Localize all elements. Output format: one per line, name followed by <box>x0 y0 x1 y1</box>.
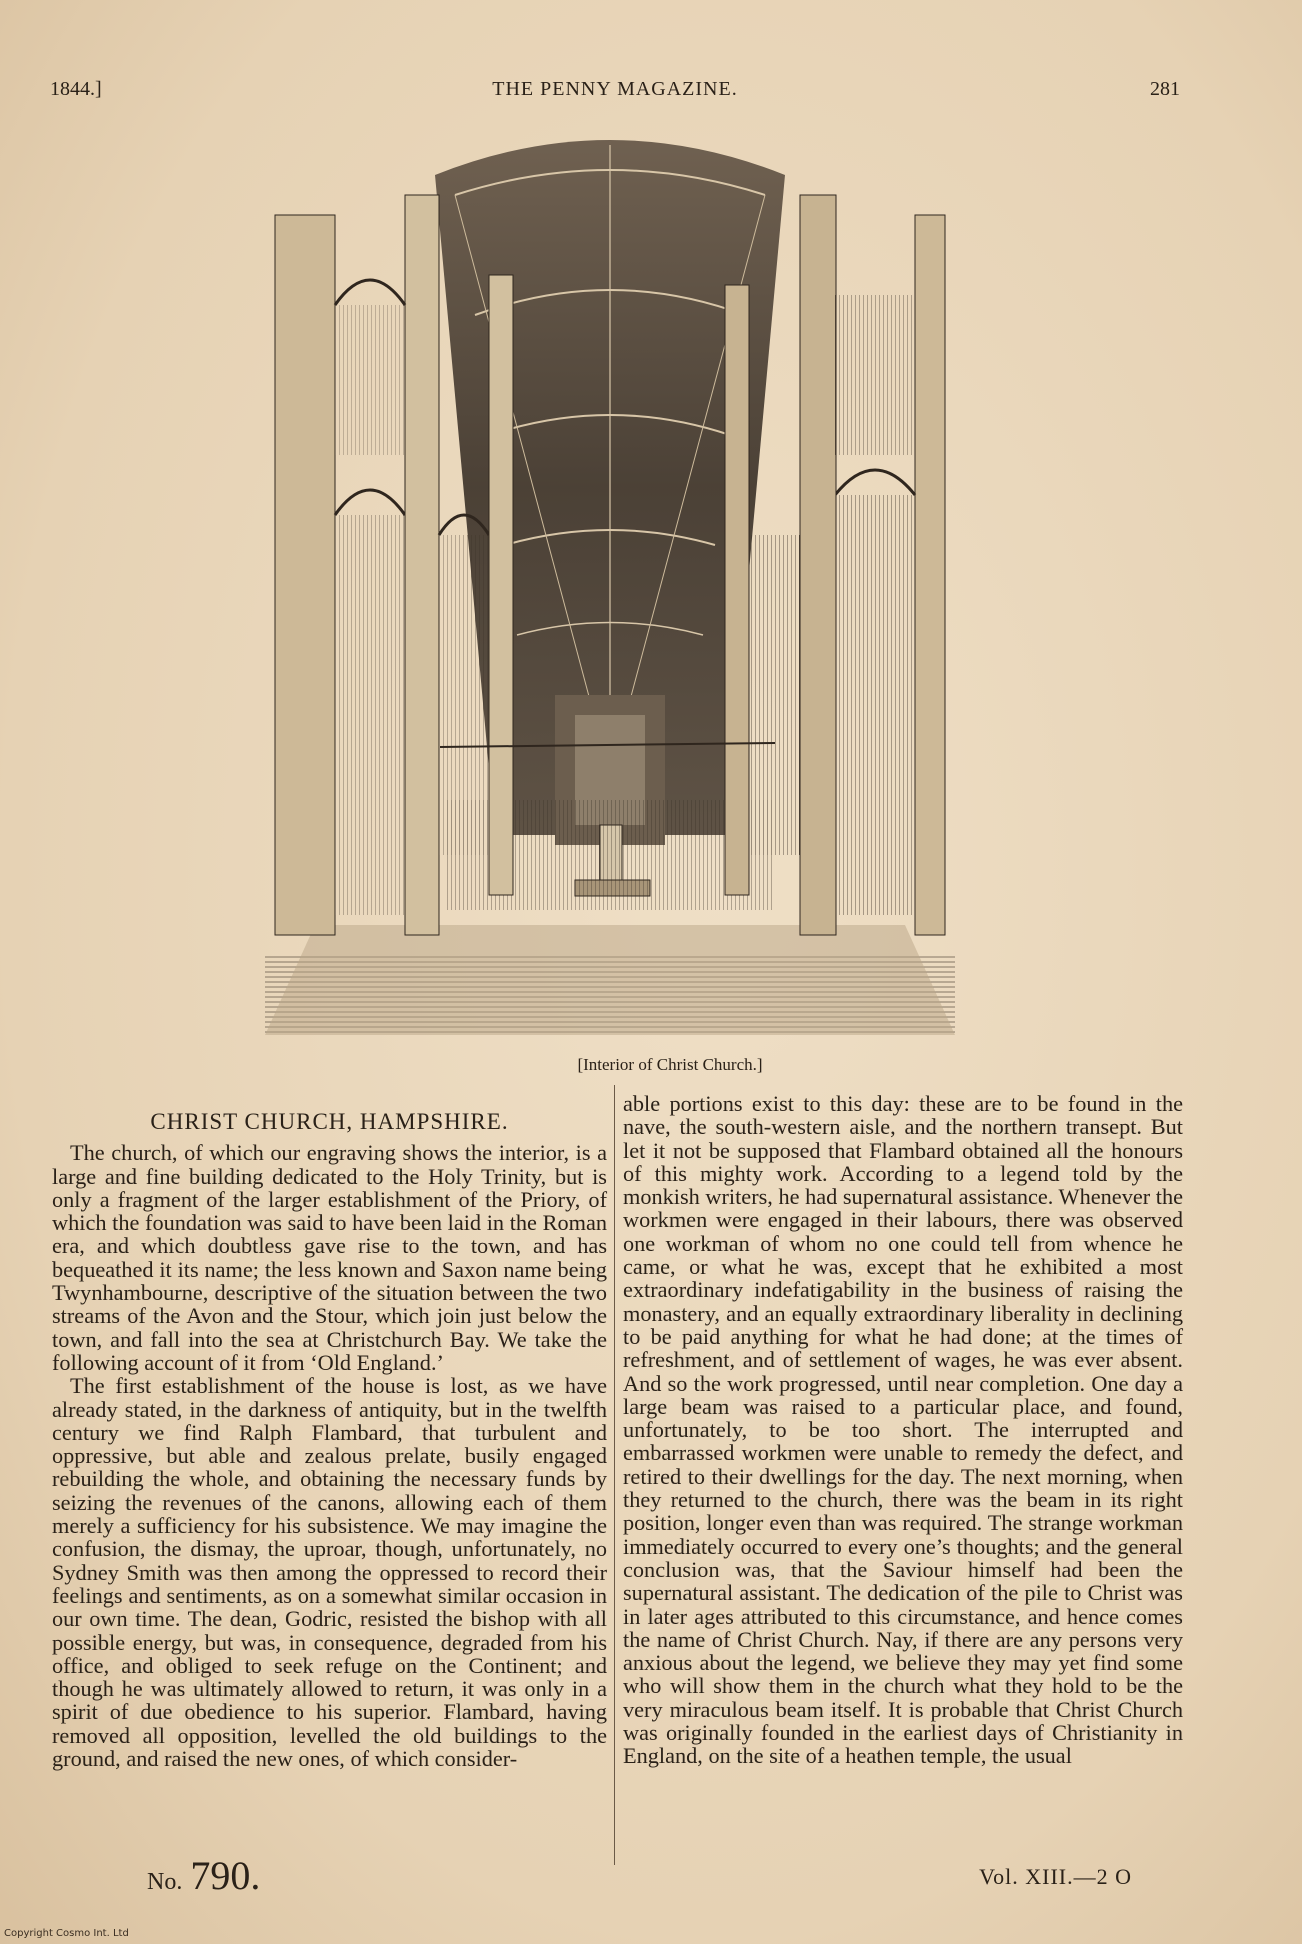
header-year: 1844.] <box>50 78 102 100</box>
article-title: CHRIST CHURCH, HAMPSHIRE. <box>150 1109 509 1134</box>
volume-signature: Vol. XIII.—2 O <box>979 1864 1132 1889</box>
copyright-watermark: Copyright Cosmo Int. Ltd <box>4 1928 129 1939</box>
column-left <box>52 1090 607 1770</box>
issue-number <box>147 1852 260 1899</box>
article-paragraph: able portions exist to this day: these are to be found in the nave, the south-western aisle, and the northern transept. But let it not be supposed that Flambard obtained all the honours of this mighty work. According to a legend told by the monkish writers, he had supernatural assistance. Whenever the workmen were engaged in their labours, there was observed one workman of whom no one could tell from whence he came, or what he was, except that he exhibited a most extraordinary indefatigability in the business of raising the monastery, and an equally extraordinary liberality in declining to be paid anything for what he had done; at the times of refreshment, and of settlement of wages, he was ever absent. And so the work progressed, until near completion. One day a large beam was raised to a particular place, and found, unfortunately, to be too short. The interrupted and embarrassed workmen were unable to remedy the defect, and retired to their dwellings for the day. The next morning, when they returned to the church, there was the beam in its right position, longer even than was required. The strange workman immediately occurred to every one’s thoughts; and the general conclusion was, that the Saviour himself had been the supernatural assistant. The dedication of the pile to Christ was in later ages attributed to this circumstance, and hence comes the name of Christ Church. Nay, if there are any persons very anxious about the legend, we believe they may yet find some who will show them in the church what they hold to be the very miraculous beam itself. It is probable that Christ Church was originally founded in the earliest days of Christianity in England, on the site of a heathen temple, the usual <box>623 1091 1183 1769</box>
magazine-title: THE PENNY MAGAZINE. <box>492 78 738 100</box>
page-number: 281 <box>1150 78 1180 100</box>
page-footer <box>52 1852 1132 1902</box>
article-paragraph: The church, of which our engraving shows the interior, is a large and fine building dedicated to the Holy Trinity, but is only a fragment of the larger establishment of the Priory, of which the foundation was said to have been laid in the Roman era, and which doubtless gave rise to the town, and has bequeathed it its name; the less known and Saxon name being Twynhambourne, descriptive of the situation between the two streams of the Avon and the Stour, which join just below the town, and fall into the sea at Christchurch Bay. We take the following account of it from ‘Old England.’ <box>52 1140 607 1375</box>
column-right <box>623 1092 1183 1768</box>
issue-label: No. <box>147 1869 183 1895</box>
church-interior-engraving <box>255 135 965 1045</box>
running-head <box>50 78 1180 112</box>
engraving-caption: [Interior of Christ Church.] <box>577 1055 763 1074</box>
article-paragraph: The first establishment of the house is lost, as we have already stated, in the darkness of antiquity, but in the twelfth century we find Ralph Flambard, that turbulent and oppressive, but able and zealous prelate, busily engaged rebuilding the whole, and obtaining the necessary funds by seizing the revenues of the canons, allowing each of them merely a sufficiency for his subsistence. We may imagine the confusion, the dismay, the uproar, though, unfortunately, no Sydney Smith was then among the oppressed to record their feelings and sentiments, as on a somewhat similar occasion in our own time. The dean, Godric, resisted the bishop with all possible energy, but was, in consequence, degraded from his office, and obliged to seek refuge on the Continent; and though he was ultimately allowed to return, it was only in a spirit of due obedience to his superior. Flambard, having removed all opposition, levelled the old buildings to the ground, and raised the new ones, of which consider- <box>52 1373 607 1772</box>
column-divider <box>614 1085 615 1865</box>
issue-number-value: 790. <box>190 1853 261 1898</box>
